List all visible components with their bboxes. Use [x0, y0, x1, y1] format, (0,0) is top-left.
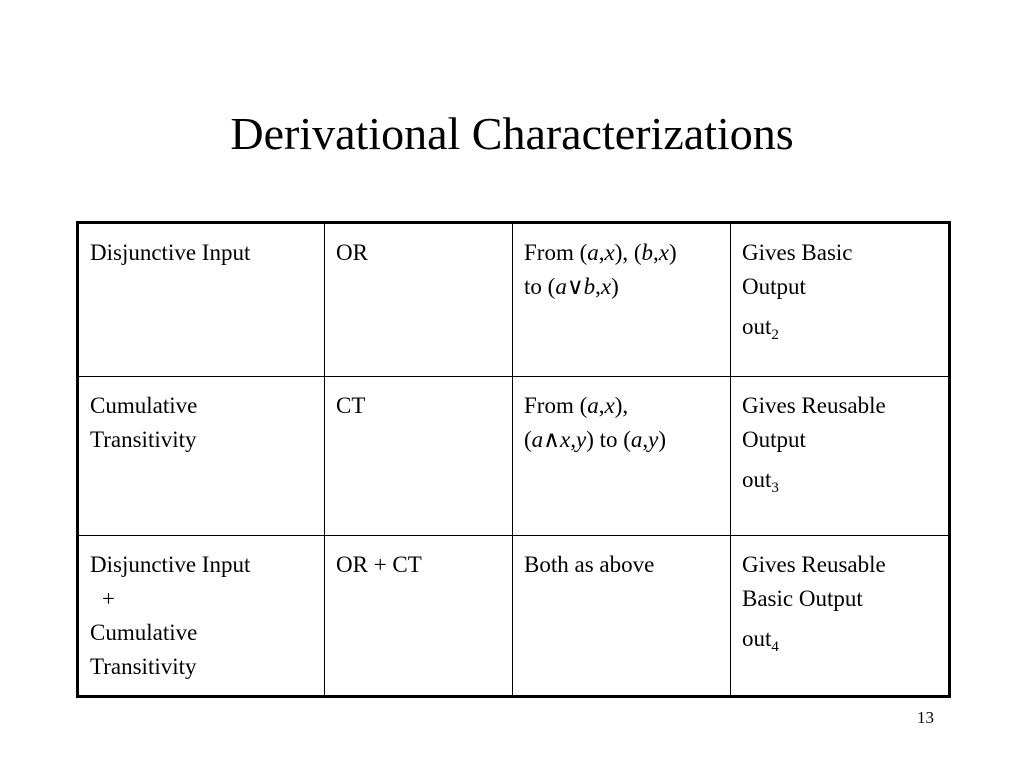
rule-name-cell [78, 536, 325, 697]
derivation-line-1: From (a,x), (b,x) [524, 240, 677, 265]
rule-name-line-3: Cumulative [90, 620, 198, 645]
output-line-1: Gives Reusable [742, 393, 886, 418]
rules-table [76, 221, 951, 698]
rule-abbr: OR + CT [336, 552, 422, 577]
rule-name: Disjunctive Input [90, 240, 251, 265]
rule-name-line-4: Transitivity [90, 654, 197, 679]
rule-abbr: CT [336, 393, 366, 418]
rule-output-cell [731, 223, 950, 377]
output-line-2: Output [742, 274, 806, 299]
table-row-combined [78, 536, 950, 697]
rule-abbr-cell [325, 377, 513, 536]
rule-name-line-2: Transitivity [90, 427, 197, 452]
derivation-line-1: From (a,x), [524, 393, 629, 418]
rule-abbr-cell [325, 223, 513, 377]
rule-output-cell [731, 377, 950, 536]
table-row-disjunctive-input [78, 223, 950, 377]
output-symbol: out$_2$ [742, 314, 779, 343]
rule-name-cell [78, 377, 325, 536]
output-symbol: out$_3$ [742, 467, 779, 496]
rule-abbr: OR [336, 240, 368, 265]
derivation-text: Both as above [524, 552, 655, 577]
rule-output-cell [731, 536, 950, 697]
rule-derivation-cell [513, 377, 731, 536]
rule-name-line-1: Cumulative [90, 393, 198, 418]
slide-title: Derivational Characterizations [230, 108, 794, 159]
rule-derivation-cell [513, 223, 731, 377]
output-line-2: Output [742, 427, 806, 452]
output-symbol: out$_4$ [742, 626, 779, 655]
derivation-line-2: to (a∨b,x) [524, 274, 619, 299]
page-number: 13 [917, 708, 934, 727]
rule-name-cell [78, 223, 325, 377]
table-row-cumulative-transitivity [78, 377, 950, 536]
output-line-2: Basic Output [742, 586, 863, 611]
output-line-1: Gives Basic [742, 240, 853, 265]
rule-derivation-cell [513, 536, 731, 697]
derivation-line-2: (a∧x,y) to (a,y) [524, 427, 667, 452]
output-line-1: Gives Reusable [742, 552, 886, 577]
rule-abbr-cell [325, 536, 513, 697]
rule-name-plus: + [102, 586, 115, 611]
rule-name-line-1: Disjunctive Input [90, 552, 251, 577]
